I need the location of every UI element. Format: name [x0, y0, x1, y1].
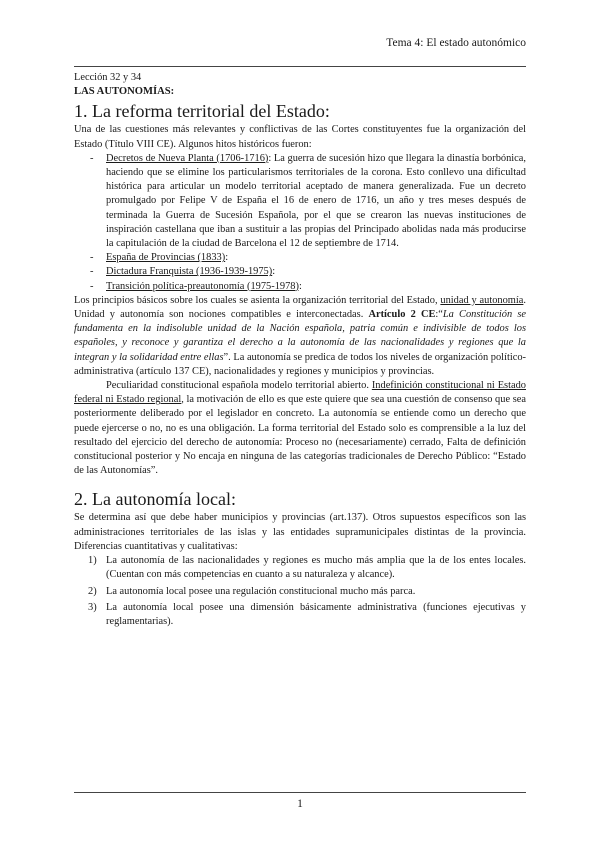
text-run: ”. La autonomía se predica de todos los niveles de organización político-administrativa (artículo 137 CE), nacionalidades y regiones y municipios y provincias. — [74, 351, 526, 377]
list-item-text: : — [272, 266, 276, 278]
list-item-text: La autonomía de las nacionalidades y regiones es mucho más amplia que la de los entes locales. (Cuentan con más competencias en cuanto a su naturaleza y alcance). — [106, 555, 526, 581]
list-item — [74, 251, 526, 265]
differences-list — [74, 554, 526, 629]
list-number: 2) — [88, 585, 97, 597]
underlined-term: Indefinición constitucional ni Estado federal ni Estado regional — [74, 380, 526, 406]
text-run: . Unidad y autonomía son nociones compatibles e interconectadas. — [74, 294, 526, 321]
list-item — [74, 554, 526, 582]
list-item — [74, 152, 526, 251]
article-quote: La Constitución se fundamenta en la indisoluble unidad de la Nación española, patria común e indivisible de todos los españoles, y reconoce y garantiza el derecho a la autonomía de las nacionalidades y regiones que la integran y la solidaridad entre ellas — [74, 309, 526, 363]
principles-paragraph — [74, 294, 526, 379]
footer-rule — [74, 792, 526, 793]
list-number: 3) — [88, 601, 97, 613]
section2-intro: Se determina así que debe haber municipios y provincias (art.137). Otros supuestos específicos son las administraciones territoriales de las islas y las entidades supramunicipales distintas de la provincia. Diferencias cuantitativas y cualitativas: — [74, 512, 526, 552]
section-heading-1: 1. La reforma territorial del Estado: — [74, 101, 330, 122]
list-item — [74, 265, 526, 279]
historical-milestones-list — [74, 152, 526, 294]
list-item — [74, 601, 526, 629]
list-item-text: : — [298, 280, 302, 292]
list-item-label: Decretos de Nueva Planta (1706-1716) — [106, 152, 269, 164]
list-item-text: La autonomía local posee una dimensión básicamente administrativa (funciones ejecutivas y reglamentarias). — [106, 601, 526, 627]
underlined-term: unidad y autonomía — [440, 294, 524, 306]
text-run: :“ — [435, 309, 443, 321]
list-item-text: : La guerra de sucesión hizo que llegara la dinastía borbónica, haciendo que se elimine los particularismos territoriales de la corona. Esto conllevo una dificultad histórica para articular un modelo territorial aceptado de manera generalizada. Fue un decreto promulgado por Felipe V de España el 16 de enero de 1716, un año y tres meses después de terminada la Guerra de Sucesión Española, por el que se crearon las nuevas instituciones de inspiración castellana que iban a sustituir a las propias del Principado abolidas nada más producirse la capitulación de la ciudad de Barcelona el 12 de septiembre de 1714. — [106, 152, 526, 250]
list-item-label: Transición política-preautonomía (1975-1978) — [106, 280, 299, 292]
header-rule — [74, 66, 526, 67]
document-title: LAS AUTONOMÍAS: — [74, 86, 175, 98]
list-item — [74, 585, 526, 599]
list-item-text: La autonomía local posee una regulación constitucional mucho más parca. — [106, 585, 416, 597]
lesson-reference: Lección 32 y 34 — [74, 72, 142, 83]
list-item — [74, 280, 526, 294]
text-run: Peculiaridad constitucional española modelo territorial abierto. — [106, 380, 372, 392]
list-number: 1) — [88, 555, 97, 567]
peculiarity-paragraph — [74, 379, 526, 478]
list-item-label: España de Provincias (1833) — [106, 252, 226, 264]
text-run: , la motivación de ello es que este quiere que sea una cuestión de consenso que sea posteriormente deliberado por el legislador en concreto. La autonomía se entiende como un derecho que puede ejercerse o no, no es una obligación. La forma territorial del Estado solo es comprensible a la luz del resultado del ejercicio del derecho de autonomía: Proceso no (necesariamente) cerrado, Falta de definición constitucional posterior y No encaja en ninguna de las categorías tradicionales de Derecho Público: “Estado de las Autonomías”. — [74, 394, 526, 477]
running-header: Tema 4: El estado autonómico — [386, 37, 526, 49]
list-item-label: Dictadura Franquista (1936-1939-1975) — [106, 266, 273, 278]
article-reference: Artículo 2 CE — [368, 309, 436, 321]
page-content — [74, 71, 526, 631]
page-number: 1 — [297, 798, 303, 810]
section-heading-2: 2. La autonomía local: — [74, 489, 236, 510]
list-item-text: : — [225, 252, 229, 264]
section1-intro: Una de las cuestiones más relevantes y conflictivas de las Cortes constituyentes fue la organización del Estado (Título VIII CE). Algunos hitos históricos fueron: — [74, 124, 526, 150]
text-run: Los principios básicos sobre los cuales se asienta la organización territorial del Estado, — [74, 294, 441, 306]
